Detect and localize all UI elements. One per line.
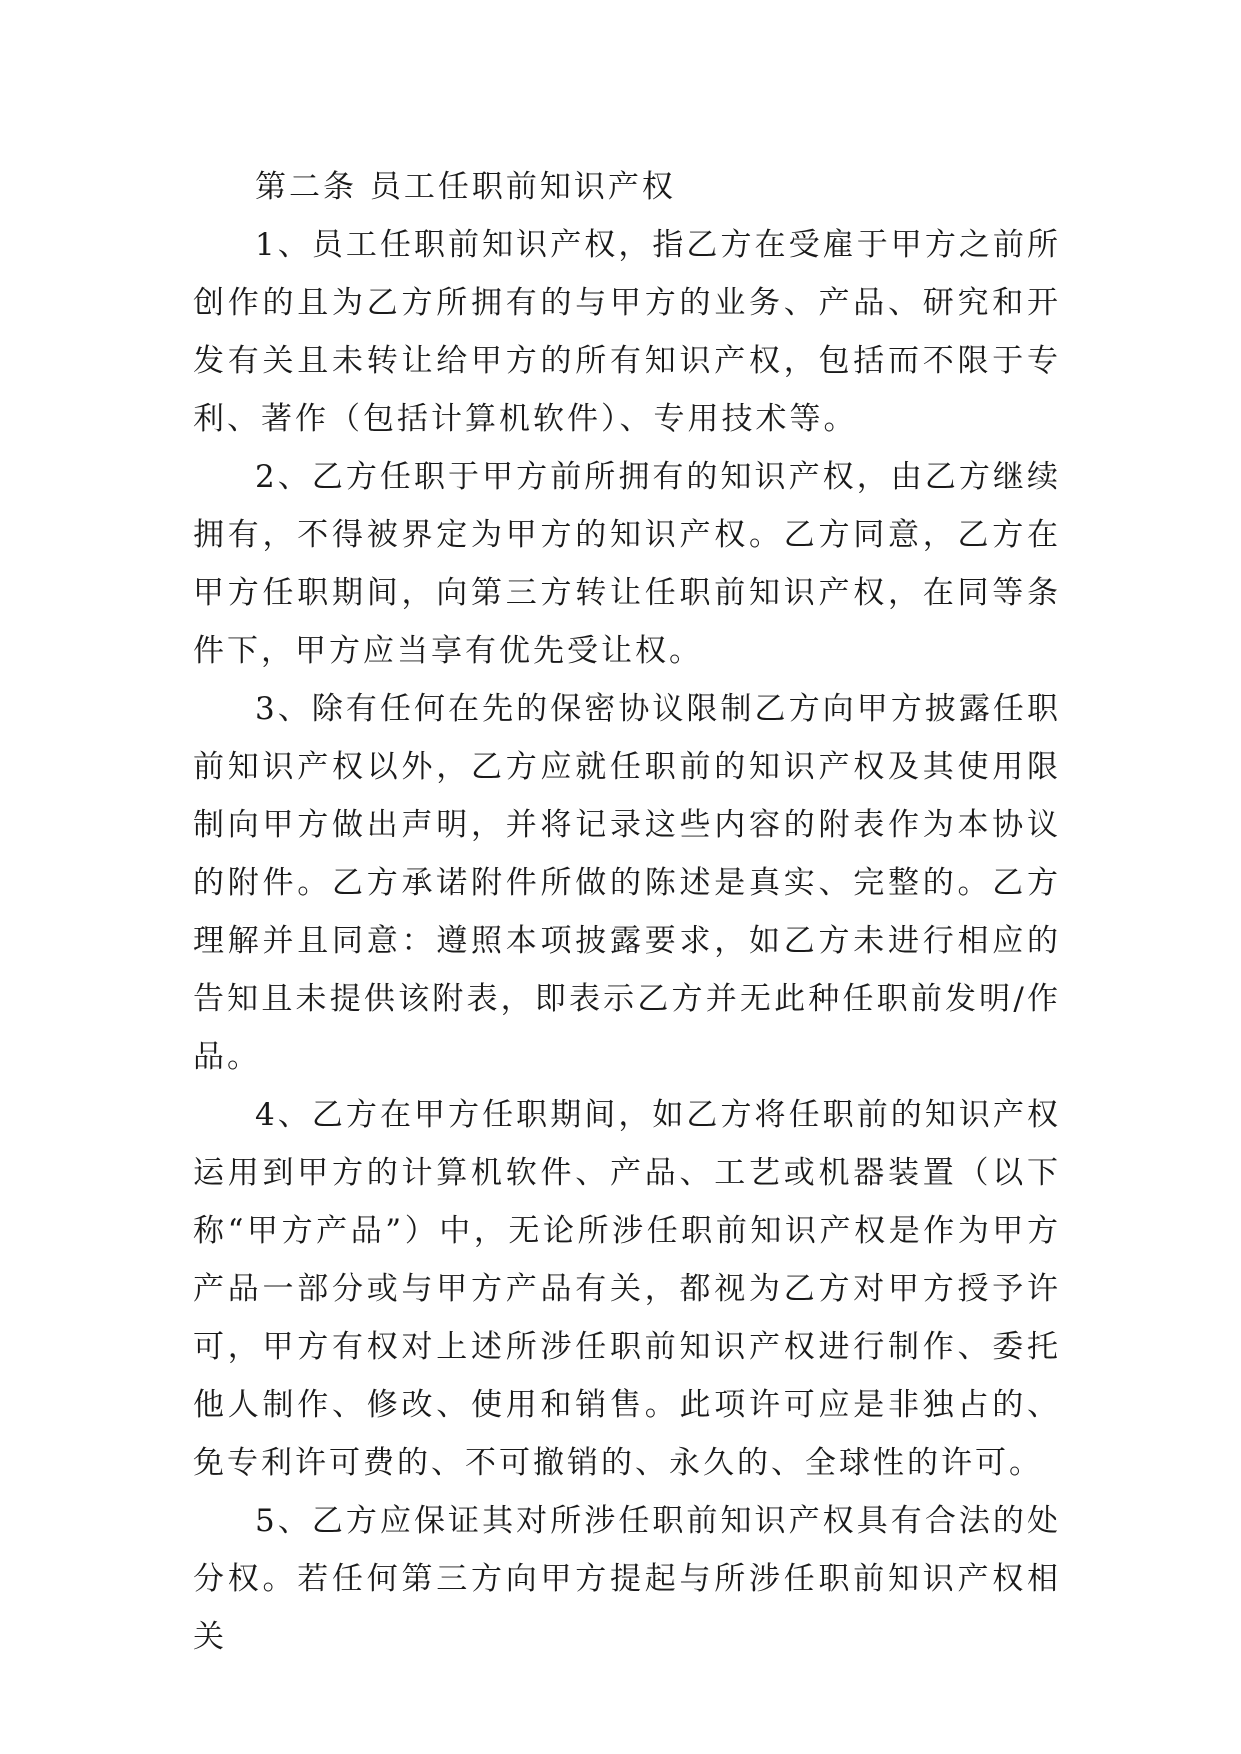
article-heading: 第二条 员工任职前知识产权 [255, 169, 676, 205]
paragraph-4: 4、乙方在甲方任职期间，如乙方将任职前的知识产权运用到甲方的计算机软件、产品、工艺或机器装置（以下称“甲方产品”）中，无论所涉任职前知识产权是作为甲方产品一部分或与甲方产品有关，都视为乙方对甲方授予许可，甲方有权对上述所涉任职前知识产权进行制作、委托他人制作、修改、使用和销售。此项许可应是非独占的、免专利许可费的、不可撤销的、永久的、全球性的许可。 [193, 1097, 1061, 1481]
document-body [193, 158, 1061, 1666]
paragraph-2: 2、乙方任职于甲方前所拥有的知识产权，由乙方继续拥有，不得被界定为甲方的知识产权。乙方同意，乙方在甲方任职期间，向第三方转让任职前知识产权，在同等条件下，甲方应当享有优先受让权。 [193, 459, 1061, 669]
paragraph-5: 5、乙方应保证其对所涉任职前知识产权具有合法的处分权。若任何第三方向甲方提起与所涉任职前知识产权相关 [193, 1503, 1061, 1655]
paragraph-3: 3、除有任何在先的保密协议限制乙方向甲方披露任职前知识产权以外，乙方应就任职前的知识产权及其使用限制向甲方做出声明，并将记录这些内容的附表作为本协议的附件。乙方承诺附件所做的陈述是真实、完整的。乙方理解并且同意：遵照本项披露要求，如乙方未进行相应的告知且未提供该附表，即表示乙方并无此种任职前发明/作品。 [193, 691, 1061, 1075]
paragraph-1: 1、员工任职前知识产权，指乙方在受雇于甲方之前所创作的且为乙方所拥有的与甲方的业务、产品、研究和开发有关且未转让给甲方的所有知识产权，包括而不限于专利、著作（包括计算机软件）、专用技术等。 [193, 227, 1061, 437]
